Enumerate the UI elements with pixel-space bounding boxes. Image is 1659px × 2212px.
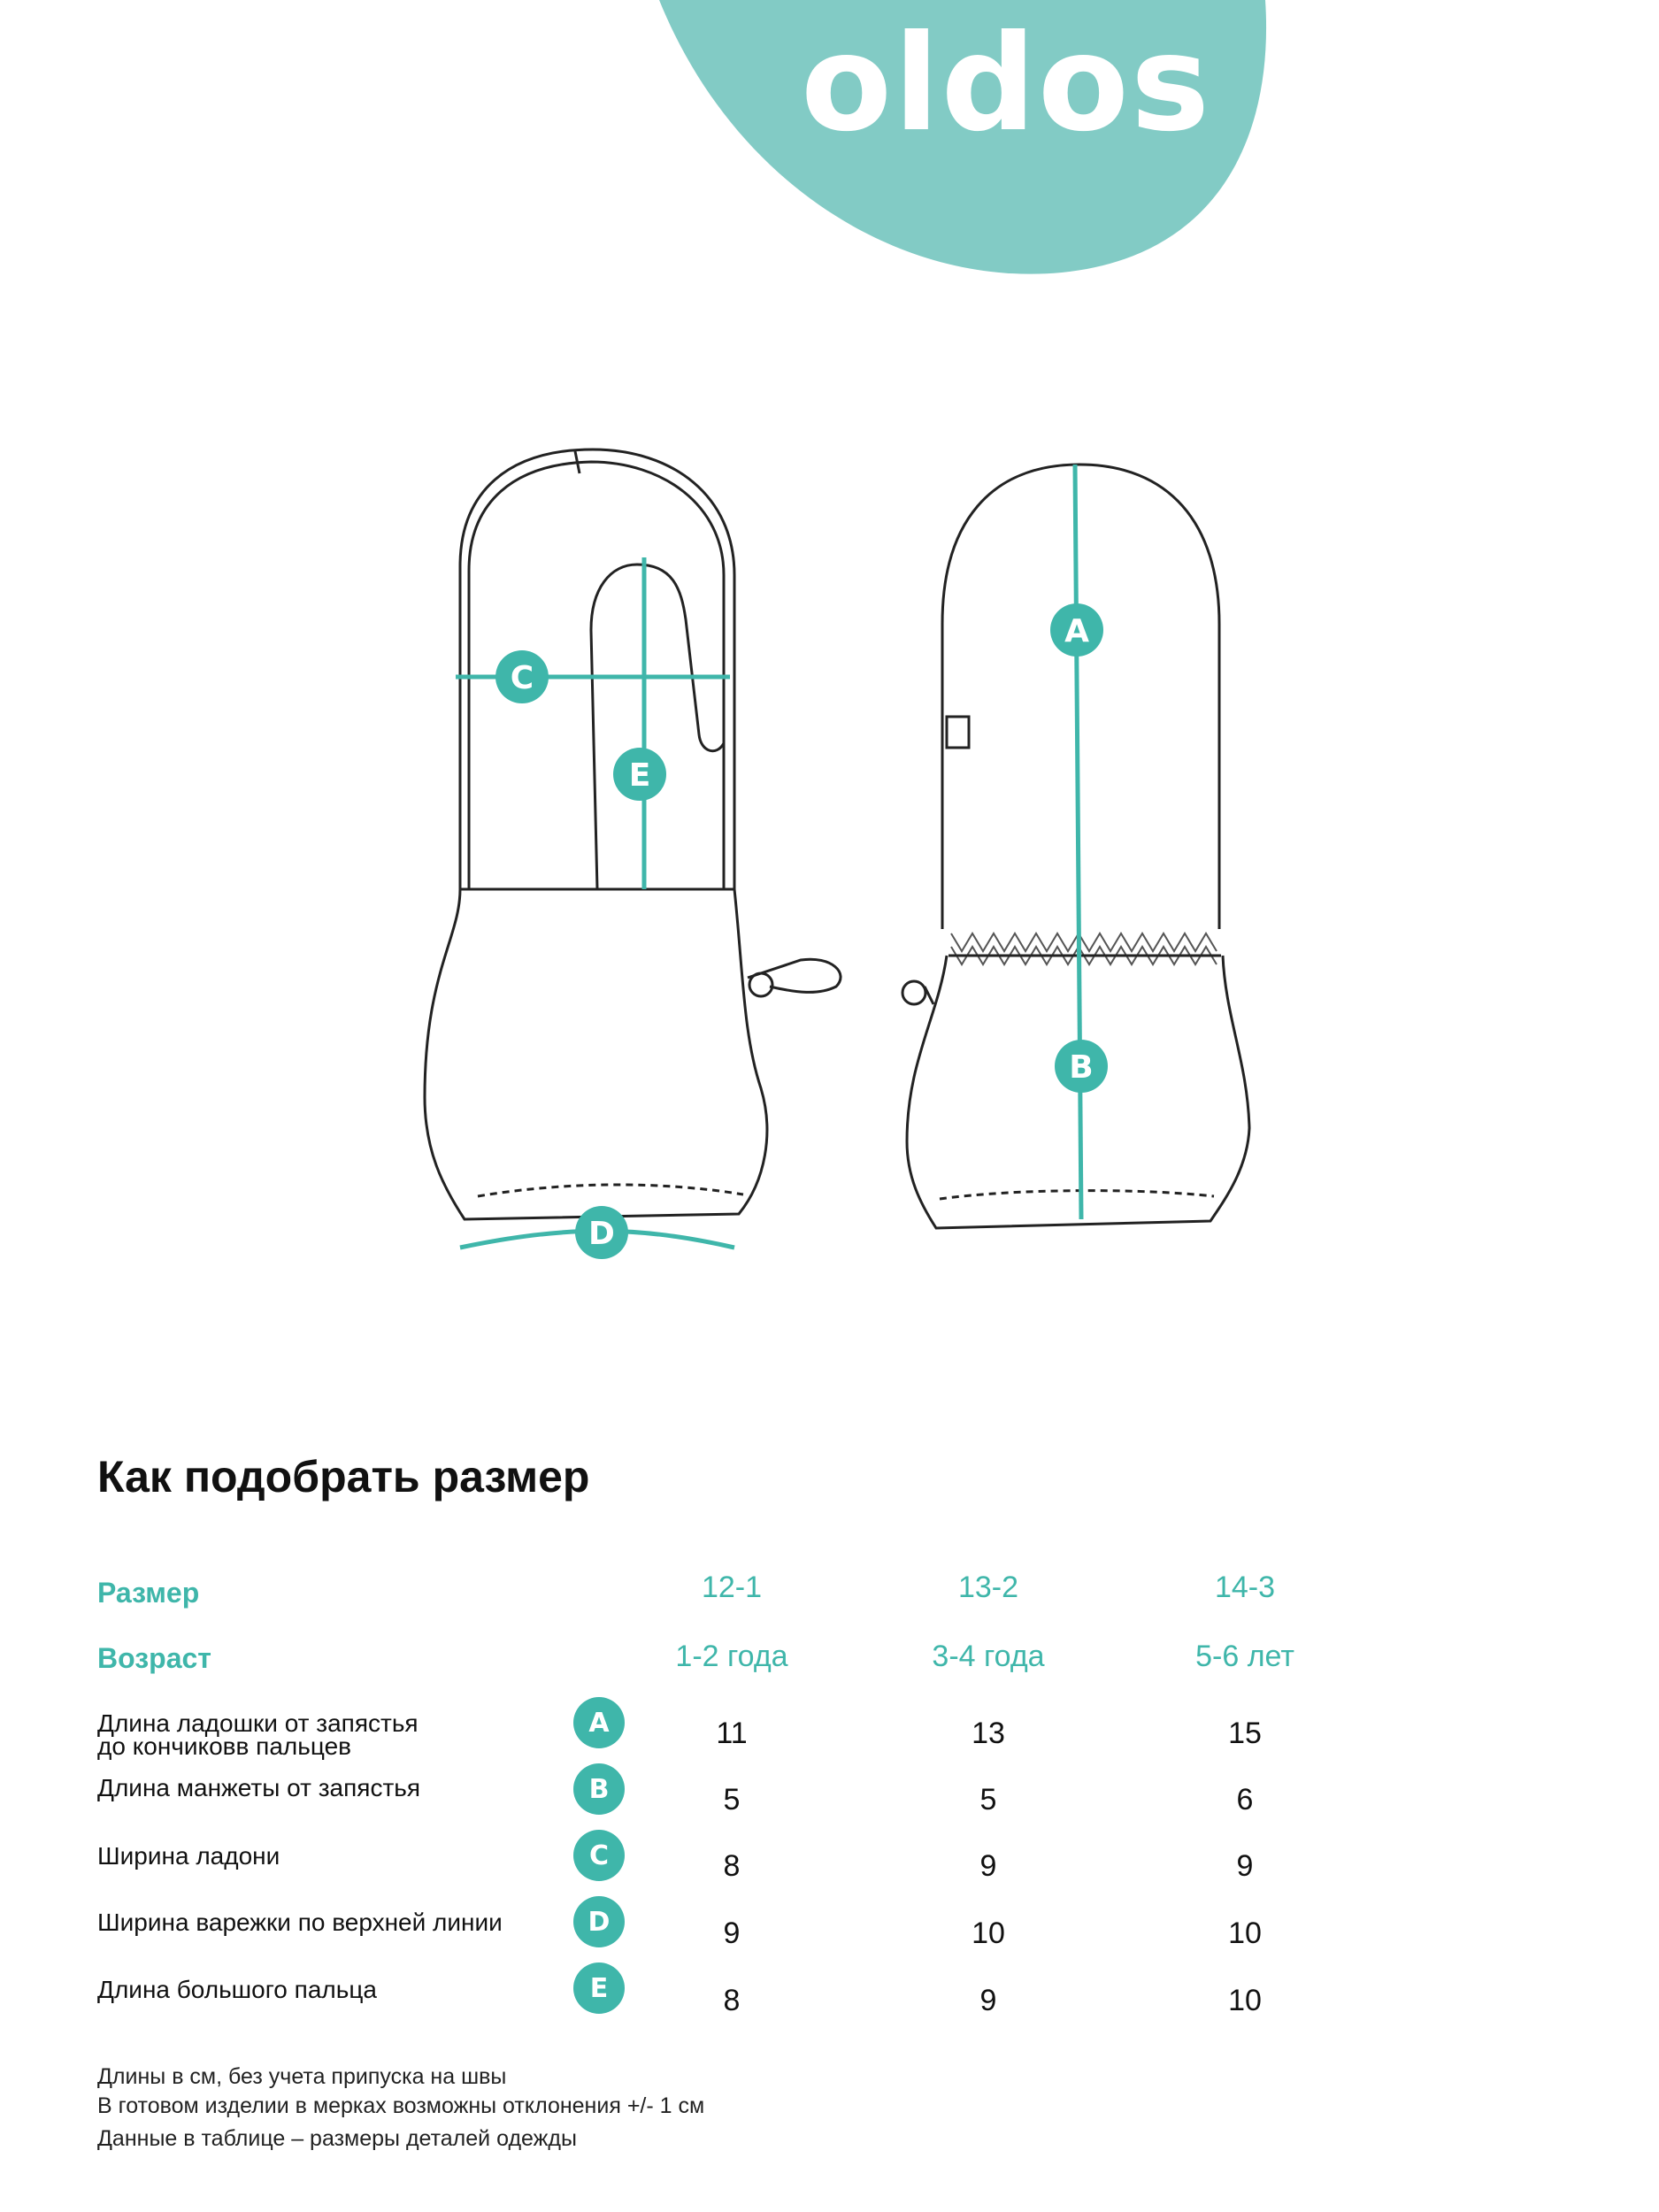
- row-b-value-2: 5: [979, 1783, 997, 1816]
- svg-text:E: E: [628, 757, 651, 794]
- size-guide-title: Как подобрать размер: [97, 1452, 590, 1502]
- row-b-value-1: 5: [723, 1783, 741, 1816]
- badge-c-marker: [495, 650, 549, 703]
- brand-logo: oldos: [801, 7, 1212, 161]
- row-d-value-2: 10: [972, 1916, 1005, 1950]
- row-d-label: Ширина варежки по верхней линии: [97, 1909, 503, 1936]
- size-col-2: 13-2: [957, 1571, 1019, 1604]
- age-col-1: 1-2 года: [675, 1640, 788, 1673]
- row-a-label-line2: до кончиковв пальцев: [97, 1732, 352, 1760]
- row-c-label: Ширина ладони: [97, 1842, 280, 1870]
- left-cuff: [425, 889, 767, 1219]
- size-header-label: Размер: [97, 1577, 200, 1609]
- zigzag-seam: [951, 933, 1217, 951]
- row-b-badge: B: [573, 1763, 625, 1815]
- row-c-value-2: 9: [979, 1849, 997, 1883]
- badge-b-marker: [1055, 1040, 1108, 1093]
- row-e-badge: E: [573, 1962, 625, 2014]
- row-a-label: [97, 1709, 575, 1760]
- size-col-3: 14-3: [1214, 1571, 1276, 1604]
- note-units: Длины в см, без учета припуска на швы: [97, 2064, 507, 2089]
- row-d-badge: D: [573, 1896, 625, 1947]
- row-a-label-line1: Длина ладошки от запястья: [97, 1709, 419, 1737]
- row-b-value-3: 6: [1236, 1783, 1254, 1816]
- badge-e-marker: [613, 748, 666, 801]
- row-d-value-1: 9: [723, 1916, 741, 1950]
- svg-text:C: C: [510, 660, 534, 696]
- row-e-value-1: 8: [723, 1984, 741, 2017]
- left-thumb: [591, 565, 724, 889]
- svg-text:D: D: [588, 1216, 615, 1252]
- note-table-meaning: Данные в таблице – размеры деталей одежды: [97, 2126, 577, 2151]
- right-mitten-top: [942, 465, 1219, 929]
- row-e-value-3: 10: [1228, 1984, 1262, 2017]
- row-a-value-1: 11: [716, 1717, 748, 1750]
- age-col-3: 5-6 лет: [1195, 1640, 1294, 1673]
- row-c-value-1: 8: [723, 1849, 741, 1883]
- row-c-badge: C: [573, 1830, 625, 1881]
- row-a-value-2: 13: [972, 1717, 1005, 1750]
- note-tolerance: В готовом изделии в мерках возможны отклонения +/- 1 см: [97, 2093, 705, 2118]
- size-col-1: 12-1: [701, 1571, 763, 1604]
- row-e-label: Длина большого пальца: [97, 1976, 377, 2003]
- badge-a-marker: [1050, 603, 1103, 657]
- svg-text:B: B: [1069, 1049, 1094, 1086]
- row-a-badge: A: [573, 1697, 625, 1748]
- row-a-value-3: 15: [1228, 1717, 1262, 1750]
- row-e-value-2: 9: [979, 1984, 997, 2017]
- row-b-label: Длина манжеты от запястья: [97, 1774, 421, 1801]
- row-c-value-3: 9: [1236, 1849, 1254, 1883]
- badge-d-marker: [575, 1206, 628, 1259]
- row-d-value-3: 10: [1228, 1916, 1262, 1950]
- age-header-label: Возраст: [97, 1642, 211, 1674]
- age-col-2: 3-4 года: [932, 1640, 1045, 1673]
- svg-text:A: A: [1064, 613, 1089, 649]
